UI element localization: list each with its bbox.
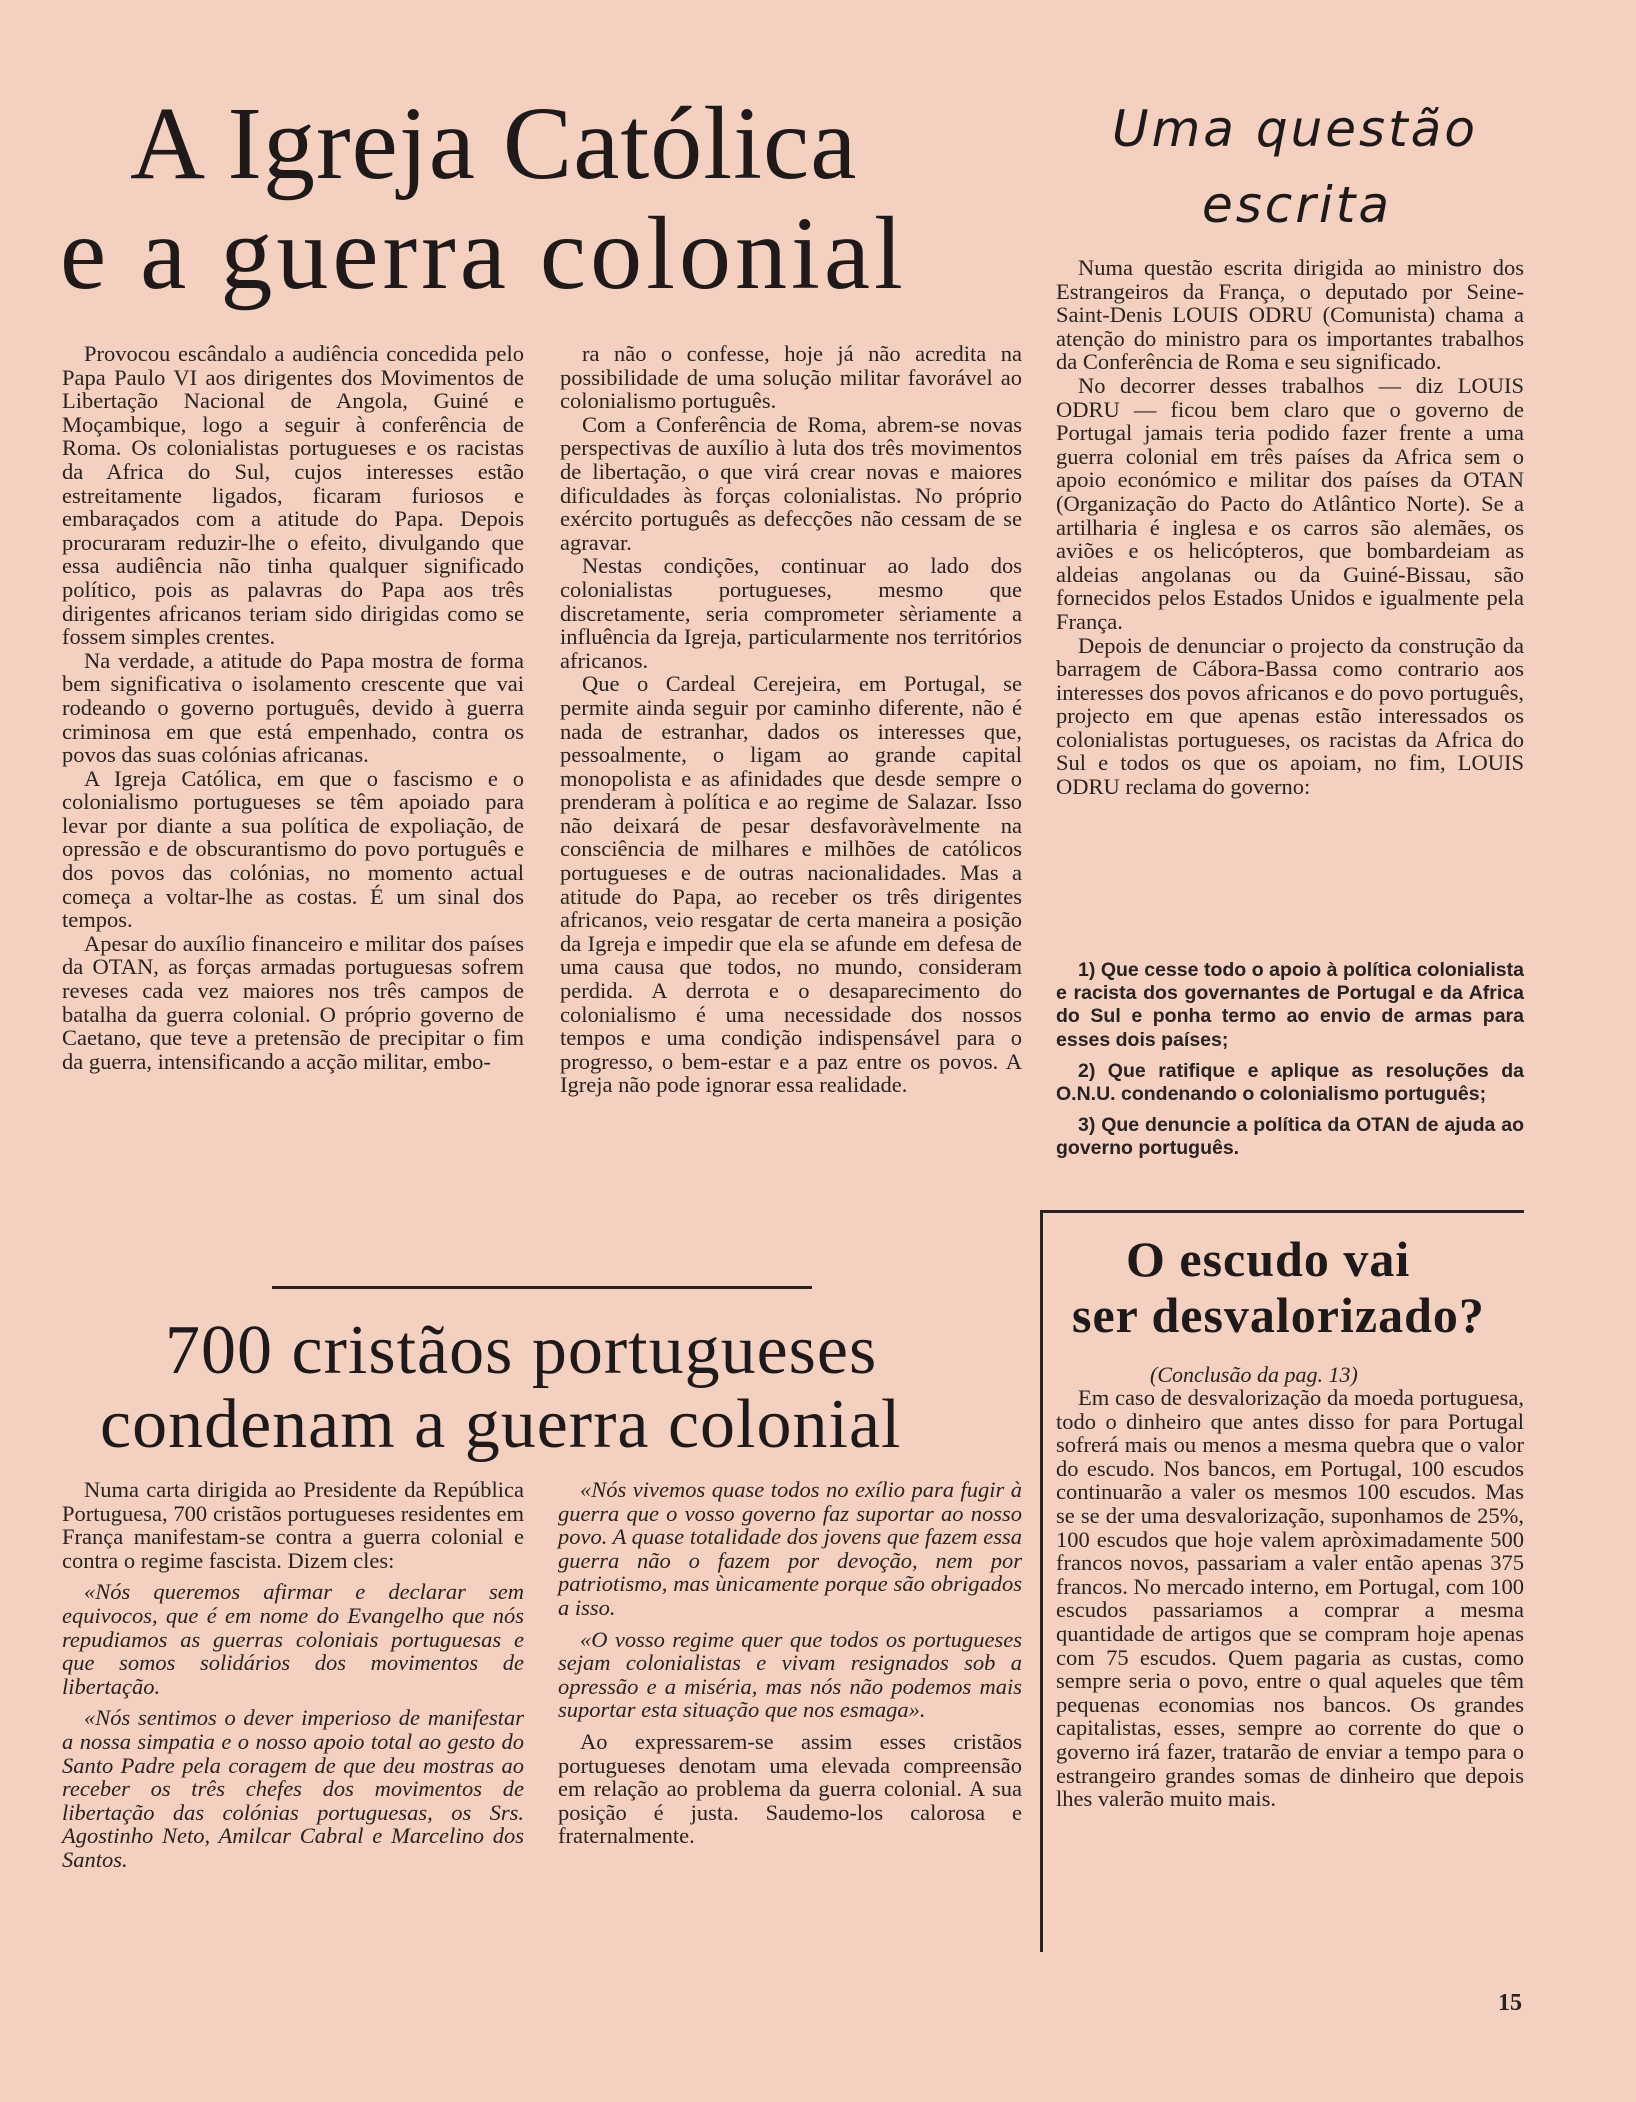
main-col2-paragraph: Nestas condições, continuar ao lado dos colonialistas portugueses, mesmo que discretamente, seria comprometer sèriamente a influência da Igreja, particularmente nos territórios africanos.	[560, 553, 1022, 673]
main-col1-paragraph: Na verdade, a atitude do Papa mostra de forma bem significativa o isolamento crescente que vai rodeando o governo português, devido à guerra criminosa em que está empenhado, contra os povos das suas colónias africanas.	[62, 647, 524, 768]
escudo-headline-line2: ser desvalorizado?	[1072, 1287, 1485, 1343]
sidebar-paragraph: Numa questão escrita dirigida ao ministro dos Estrangeiros da França, o deputado por Seine-Saint-Denis LOUIS ODRU (Comunista) chama a atenção do ministro para os importantes trabalhos da Conferência de Roma e seu significado.	[1056, 255, 1524, 375]
demand-item: 3) Que denuncie a política da OTAN de ajuda ao governo português.	[1056, 1114, 1524, 1160]
christians-column-2	[558, 1478, 1022, 1848]
sidebar-question-body	[1056, 256, 1524, 799]
sidebar-headline-line2: escrita	[1202, 176, 1392, 234]
christians-headline-line1: 700 cristãos portugueses	[165, 1312, 878, 1389]
main-article-column-1	[62, 342, 524, 1073]
christians-quote: «Nós vivemos quase todos no exílio para fugir à guerra que o vosso governo faz suportar ao nosso povo. A quase totalidade dos jovens que fazem essa guerra não o fazem por devoção, nem por patriotismo, mas ùnicamente porque são obrigados a isso.	[558, 1477, 1022, 1620]
main-col1-paragraph: Provocou escândalo a audiência concedida pelo Papa Paulo VI aos dirigentes dos Movimentos de Libertação Nacional de Angola, Guiné e Moçambique, logo a seguir à conferência de Roma. Os colonialistas portugueses e os racistas da Africa do Sul, cujos interesses estão estreitamente ligados, ficaram furiosos e embaraçados com a atitude do Papa. Depois procuraram reduzir-lhe o efeito, divulgando que essa audiência não tinha qualquer significado político, pois as palavras do Papa aos três dirigentes africanos teriam sido dirigidas como se fossem simples crentes.	[62, 341, 524, 650]
sidebar-paragraph: No decorrer desses trabalhos — diz LOUIS ODRU — ficou bem claro que o governo de Portugal jamais teria podido fazer frente a uma guerra colonial em três países da Africa sem o apoio económico e militar dos países da OTAN (Organização do Pacto do Atlântico Norte). Se a artilharia é inglesa e os carros são alemães, os aviões e os helicópteros, que bombardeiam as aldeias angolanas ou da Guiné-Bissau, são fornecidos pelos Estados Unidos e igualmente pela França.	[1056, 372, 1524, 634]
escudo-box-top-rule	[1040, 1210, 1524, 1213]
escudo-body	[1056, 1386, 1524, 1811]
christians-headline-line2: condenam a guerra colonial	[100, 1386, 902, 1463]
main-col1-paragraph: Apesar do auxílio financeiro e militar dos países da OTAN, as forças armadas portuguesas sofrem reveses cada vez maiores nos três campos de batalha da guerra colonial. O próprio governo de Caetano, que teve a pretensão de precipitar o fim da guerra, intensificando a acção militar, embo-	[62, 930, 524, 1074]
christians-quote: «Nós sentimos o dever imperioso de manifestar a nossa simpatia e o nosso apoio total ao gesto do Santo Padre pela coragem de que deu mostras ao receber os três chefes dos movimentos de libertação das colónias portuguesas, os Srs. Agostinho Neto, Amilcar Cabral e Marcelino dos Santos.	[62, 1705, 524, 1872]
main-col2-paragraph: Com a Conferência de Roma, abrem-se novas perspectivas de auxílio à luta dos três movimentos de libertação, o que virá crear novas e maiores dificuldades às forças colonialistas. No próprio exército português as defecções não cessam de se agravar.	[560, 411, 1022, 555]
main-col1-paragraph: A Igreja Católica, em que o fascismo e o colonialismo portugueses se têm apoiado para levar por diante a sua política de expoliação, de opressão e de obscurantismo do povo português e dos povos das colónias, no momento actual começa a voltar-lhe as costas. É um sinal dos tempos.	[62, 765, 524, 933]
escudo-paragraph: Em caso de desvalorização da moeda portuguesa, todo o dinheiro que antes disso for para Portugal sofrerá mais ou menos a mesma quebra que o valor do escudo. Nos bancos, em Portugal, 100 escudos continuarão a valer os mesmos 100 escudos. Mas se se der uma desvalorização, suponhamos de 25%, 100 escudos que hoje valem apròximadamente 500 francos novos, passariam a valer então apenas 375 francos. No mercado interno, em Portugal, com 100 escudos passariamos a comprar a mesma quantidade de artigos que se compram hoje apenas com 75 escudos. Quem pagaria as custas, como sempre seria o povo, entre o qual aqueles que têm pequenas economias nos bancos. Os grandes capitalistas, esses, sempre ao corrente do que o governo irá fazer, tratarão de enviar a tempo para o estrangeiro grandes somas de dinheiro que depois lhes valerão muito mais.	[1056, 1385, 1524, 1812]
main-col2-paragraph: Que o Cardeal Cerejeira, em Portugal, se permite ainda seguir por caminho diferente, não é nada de estranhar, dados os interesses que, pessoalmente, o ligam ao grande capital monopolista e as afinidades que desde sempre o prenderam à política e ao regime de Salazar. Isso não deixará de pesar desfavoràvelmente na consciência de milhares e milhões de católicos portugueses e de outras nacionalidades. Mas a atitude do Papa, ao receber os três dirigentes africanos, veio resgatar de certa maneira a posição da Igreja e impedir que ela se afunde em defesa de uma causa que todos, no mundo, consideram perdida. A derrota e o desaparecimento do colonialismo é uma necessidade dos nossos tempos e uma condição indispensável para o progresso, o bem-estar e a paz entre os povos. A Igreja não pode ignorar essa realidade.	[560, 671, 1022, 1098]
horizontal-divider-main	[272, 1286, 812, 1289]
demand-item: 1) Que cesse todo o apoio à política colonialista e racista dos governantes de Portugal e da Africa do Sul e ponha termo ao envio de armas para esses dois países;	[1056, 959, 1524, 1051]
demand-item: 2) Que ratifique e aplique as resoluções da O.N.U. condenando o colonialismo português;	[1056, 1059, 1524, 1106]
sidebar-paragraph: Depois de denunciar o projecto da construção da barragem de Cábora-Bassa como contrario aos interesses dos povos africanos e do povo português, projecto em que apenas estão interessados os colonialistas portugueses, os racistas da Africa do Sul e todos os que os apoiam, no fim, LOUIS ODRU reclama do governo:	[1056, 632, 1524, 800]
christians-closing: Ao expressarem-se assim esses cristãos portugueses denotam uma elevada compreensão em relação ao problema da guerra colonial. A sua posição é justa. Saudemo-los calorosa e fraternalmente.	[558, 1728, 1022, 1849]
christians-intro: Numa carta dirigida ao Presidente da República Portuguesa, 700 cristãos portugueses residentes em França manifestam-se contra a guerra colonial e contra o regime fascista. Dizem cles:	[62, 1477, 524, 1573]
christians-column-1	[62, 1478, 524, 1872]
christians-quote: «O vosso regime quer que todos os portugueses sejam colonialistas e vivam resignados sob a opressão e a miséria, mas nós não podemos mais suportar esta situação que nos esmaga».	[558, 1626, 1022, 1723]
christians-quote: «Nós queremos afirmar e declarar sem equivocos, que é em nome do Evangelho que nós repudiamos as guerras coloniais portuguesas e que somos solidários dos movimentos de libertação.	[62, 1579, 524, 1699]
sidebar-demands-list	[1056, 959, 1524, 1169]
escudo-headline-line1: O escudo vai	[1126, 1231, 1411, 1287]
main-headline-line2: e a guerra colonial	[60, 196, 907, 311]
main-col2-paragraph: ra não o confesse, hoje já não acredita na possibilidade de uma solução militar favorável ao colonialismo português.	[560, 341, 1022, 414]
sidebar-headline-line1: Uma questão	[1112, 100, 1478, 158]
escudo-continuation-note: (Conclusão da pag. 13)	[1150, 1362, 1358, 1387]
main-headline-line1: A Igreja Católica	[130, 86, 858, 201]
main-article-column-2	[560, 342, 1022, 1097]
escudo-box-left-rule	[1040, 1210, 1043, 1952]
page-number: 15	[1498, 1990, 1522, 2016]
